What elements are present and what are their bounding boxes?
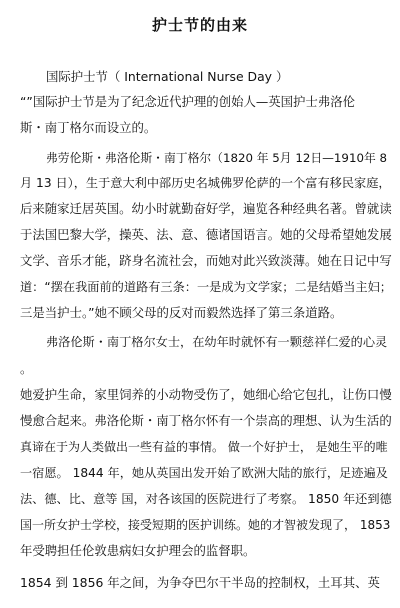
paragraph-line: 国一所女护士学校，接受短期的医护训练。她的才智被发现了， 1853 (20, 518, 391, 532)
paragraph-line: 斯・南丁格尔而设立的。 (20, 120, 157, 135)
paragraph-line: 道：“摆在我面前的道路有三条：一是成为文学家；二是结婚当主妇； (20, 280, 392, 294)
paragraph-line: 年受聘担任伦敦患病妇女护理会的监督职。 (20, 543, 256, 558)
paragraph-line: 后来随家迁居英国。幼小时就勤奋好学，遍览各种经典名著。曾就读 (20, 201, 392, 216)
document-title: 护士节的由来 (151, 16, 248, 34)
paragraph-line: 。 (20, 361, 33, 376)
paragraph-line: “”国际护士节是为了纪念近代护理的创始人—英国护士弗洛伦 (20, 94, 355, 109)
paragraph-line: 慢愈合起来。弗洛伦斯・南丁格尔怀有一个崇高的理想、认为生活的 (20, 413, 392, 428)
paragraph-line: 弗劳伦斯・弗洛伦斯・南丁格尔（1820 年 5月 12日—1910年 8 (46, 151, 388, 165)
paragraph-line: 一宿愿。 1844 年，她从英国出发开始了欧洲大陆的旅行，足迹遍及 (20, 466, 388, 480)
paragraph-line: 她爱护生命，家里饲养的小动物受伤了，她细心给它包扎，让伤口慢 (20, 387, 392, 402)
paragraph-line: 三是当护士。”她不顾父母的反对而毅然选择了第三条道路。 (20, 305, 343, 320)
paragraph-line: 月 13 日），生于意大利中部历史名城佛罗伦萨的一个富有移民家庭， (20, 176, 391, 190)
paragraph-line: 法、德、比、意等 国，对各该国的医院进行了考察。 1850 年还到德 (20, 492, 392, 506)
paragraph-line: 于法国巴黎大学，操英、法、意、德诸国语言。她的父母希望她发展 (20, 227, 392, 242)
paragraph-line: 弗洛伦斯・南丁格尔女士，在幼年时就怀有一颗慈祥仁爱的心灵 (46, 335, 388, 349)
paragraph-line: 1854 到 1856 年之间，为争夺巴尔干半岛的控制权，土耳其、英 (20, 575, 380, 590)
paragraph-line: 真谛在于为人类做出一些有益的事情。 做一个好护士， 是她生平的唯 (20, 440, 388, 454)
paragraph-line: 文学、音乐才能，跻身名流社会，而她对此兴致淡薄。她在日记中写 (20, 253, 392, 268)
paragraph-line: 国际护士节（ International Nurse Day ） (46, 69, 289, 84)
